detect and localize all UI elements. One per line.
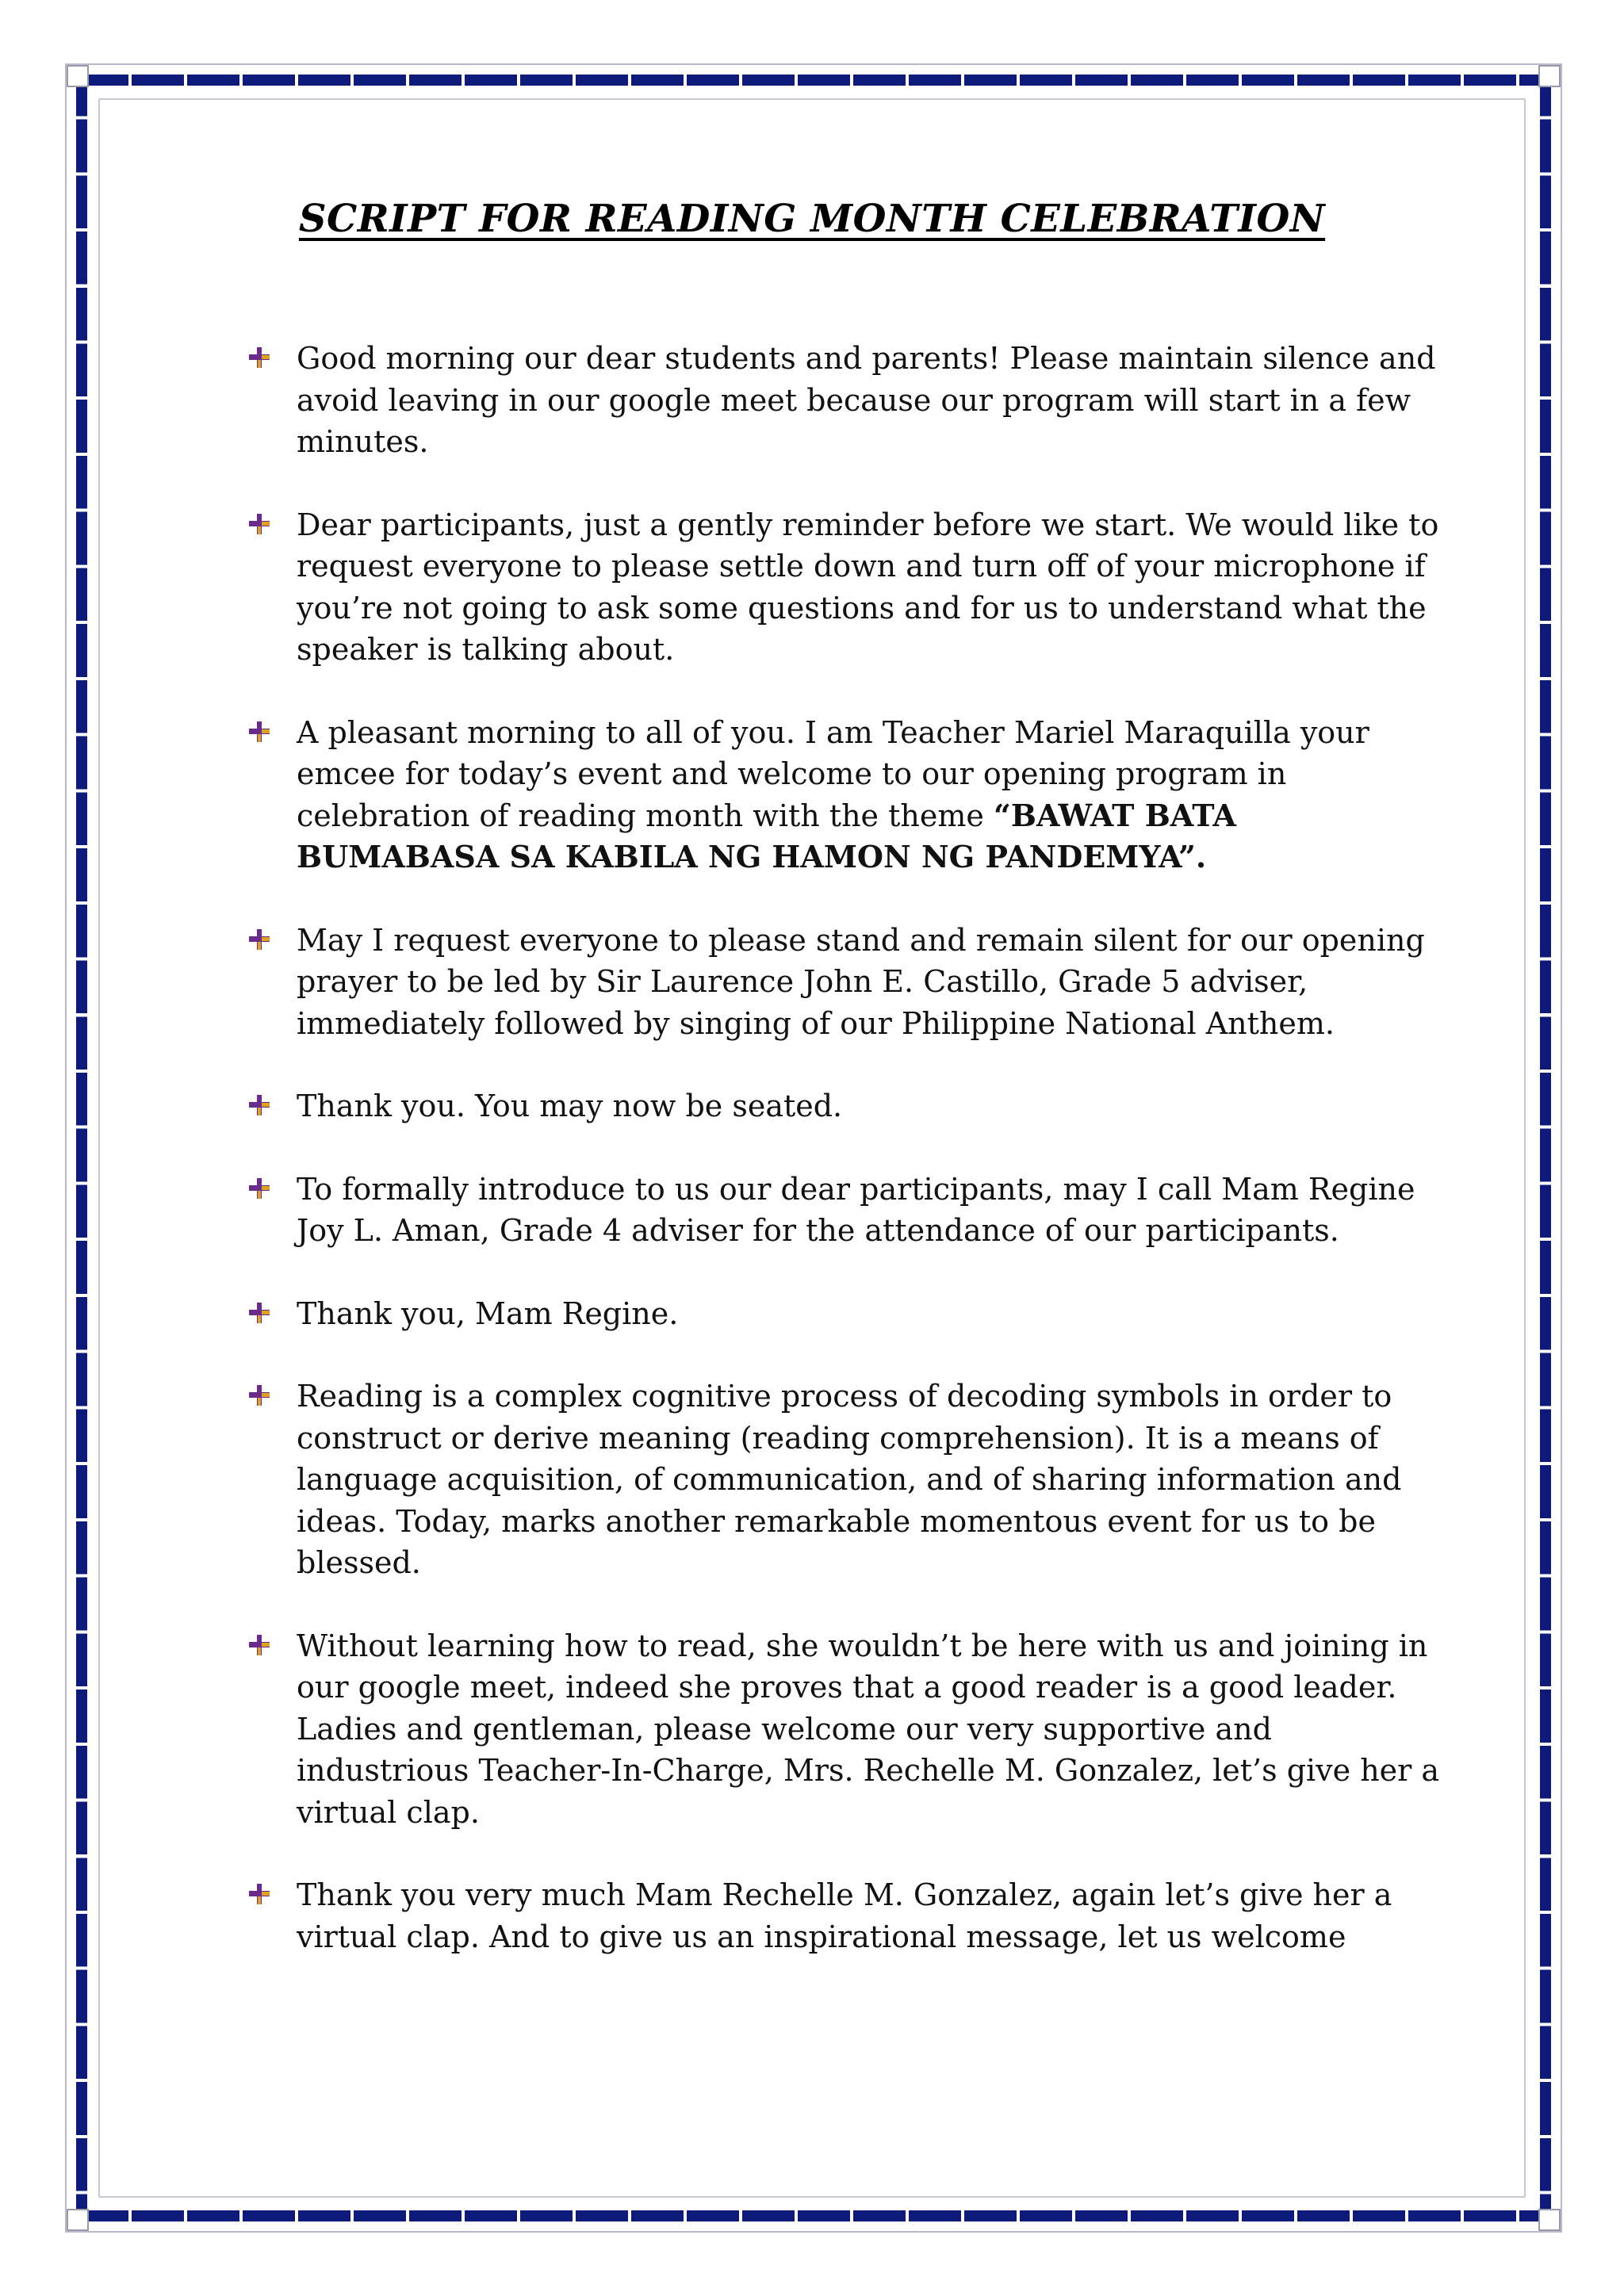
corner-ornament (67, 2209, 89, 2231)
theme-text: “BAWAT BATA BUMABASA SA KABILA NG HAMON NG PANDEMYA”. (297, 797, 1236, 874)
item-text: Reading is a complex cognitive process of decoding symbols in order to construct or derive meaning (reading comprehension). It is a means of language acquisition, of communication, and of sharing information and ideas. Today, marks another remarkable momentous event for us to be blessed. (297, 1379, 1402, 1580)
list-item (246, 1293, 1443, 1335)
corner-ornament (1538, 2209, 1561, 2231)
bullet-icon (249, 1884, 270, 1904)
bullet-icon (249, 1095, 270, 1115)
bullet-icon (249, 721, 270, 742)
list-item (246, 1169, 1443, 1252)
list-item (246, 920, 1443, 1045)
item-text: Dear participants, just a gently reminder before we start. We would like to request everyone to please settle down and turn off of your microphone if you’re not going to ask some questions and for us to understand what the speaker is talking about. (297, 507, 1439, 667)
list-item (246, 1874, 1443, 1957)
list-item (246, 504, 1443, 671)
corner-ornament (67, 65, 89, 87)
item-text: A pleasant morning to all of you. I am Teacher Mariel Maraquilla your emcee for today’s event and welcome to our opening program in celebration of reading month with the theme (297, 714, 1369, 833)
list-item (246, 1625, 1443, 1834)
item-text: Thank you very much Mam Rechelle M. Gonzalez, again let’s give her a virtual clap. And to give us an inspirational message, let us welcome (297, 1877, 1392, 1954)
bullet-icon (249, 514, 270, 534)
page-title: SCRIPT FOR READING MONTH CELEBRATION (298, 197, 1326, 241)
bullet-icon (249, 347, 270, 368)
bullet-icon (249, 1303, 270, 1323)
list-item (246, 338, 1443, 463)
item-text: Thank you, Mam Regine. (297, 1295, 679, 1331)
bullet-icon (249, 929, 270, 950)
item-text: May I request everyone to please stand and remain silent for our opening prayer to be led by Sir Laurence John E. Castillo, Grade 5 adviser, immediately followed by singing of our Philippine National Anthem. (297, 922, 1425, 1041)
list-item (246, 1376, 1443, 1584)
item-text: Without learning how to read, she wouldn’t be here with us and joining in our google meet, indeed she proves that a good reader is a good leader. Ladies and gentleman, please welcome our very supportive and industrious Teacher-In-Charge, Mrs. Rechelle M. Gonzalez, let’s give her a virtual clap. (297, 1628, 1440, 1830)
item-text: Good morning our dear students and parents! Please maintain silence and avoid leaving in our google meet because our program will start in a few minutes. (297, 341, 1436, 459)
list-item (246, 712, 1443, 878)
item-text: To formally introduce to us our dear participants, may I call Mam Regine Joy L. Aman, Grade 4 adviser for the attendance of our participants. (297, 1171, 1415, 1248)
script-list (246, 338, 1443, 1999)
corner-ornament (1538, 65, 1561, 87)
list-item (246, 1085, 1443, 1127)
bullet-icon (249, 1635, 270, 1655)
bullet-icon (249, 1385, 270, 1406)
item-text: Thank you. You may now be seated. (297, 1089, 843, 1123)
bullet-icon (249, 1178, 270, 1199)
